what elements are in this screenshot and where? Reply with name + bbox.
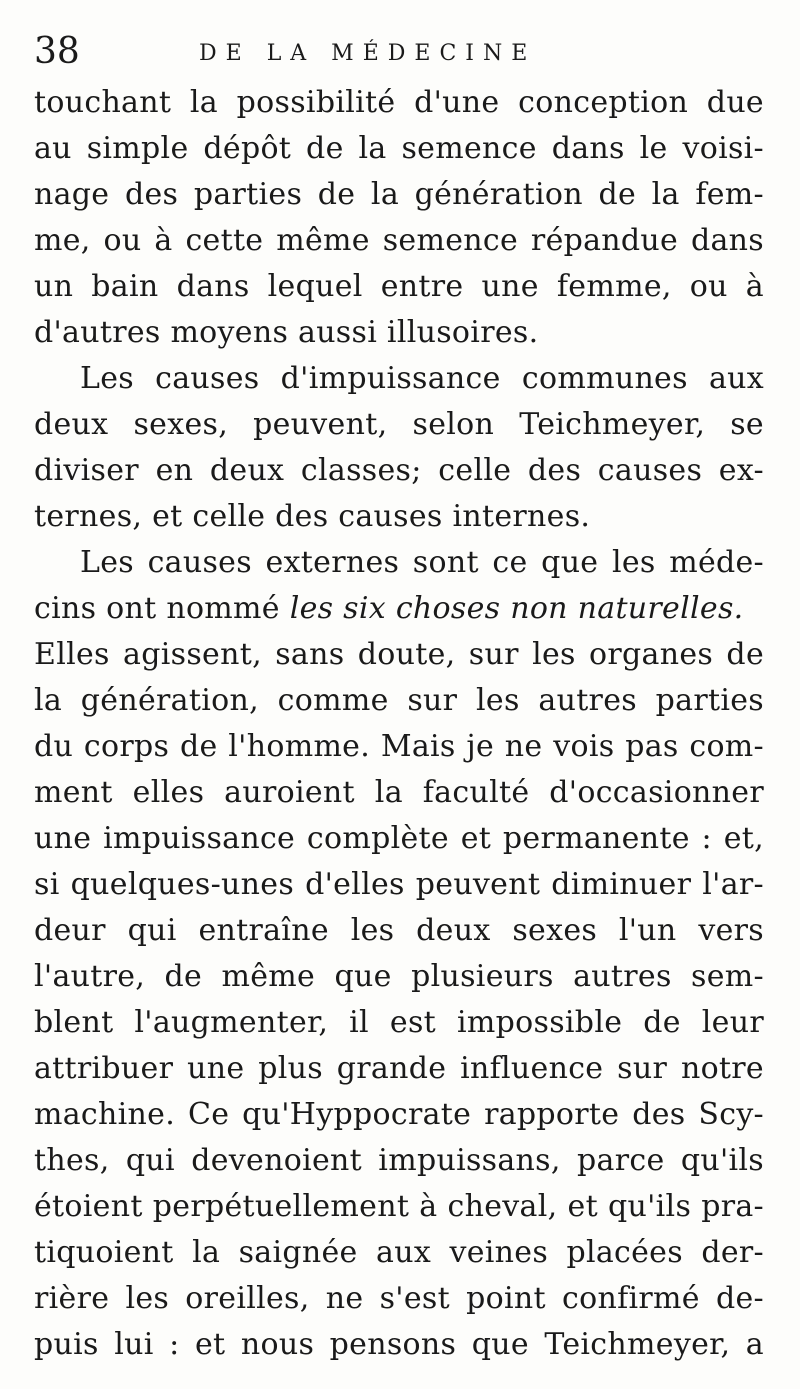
text-line: d'autres moyens aussi illusoires. (34, 315, 539, 350)
running-head (34, 30, 764, 74)
text-line: ment elles auroient la faculté d'occasionner (34, 775, 764, 810)
text-line: thes, qui devenoient impuissans, parce qu'ils (34, 1143, 764, 1178)
text-line: blent l'augmenter, il est impossible de leur (34, 1005, 764, 1040)
text-line: au simple dépôt de la semence dans le voisi- (34, 131, 764, 166)
text-line: Elles agissent, sans doute, sur les organes de (34, 637, 764, 672)
text-line: l'autre, de même que plusieurs autres sem- (34, 959, 764, 994)
text-line: puis lui : et nous pensons que Teichmeyer, a (34, 1327, 764, 1362)
text-line: étoient perpétuellement à cheval, et qu'ils pra- (34, 1189, 764, 1224)
text-line: me, ou à cette même semence répandue dans (34, 223, 764, 258)
text-line: la génération, comme sur les autres parties (34, 683, 764, 718)
italic-phrase: les six choses non naturelles. (289, 591, 744, 626)
text-line: ternes, et celle des causes internes. (34, 499, 591, 534)
text-line: tiquoient la saignée aux veines placées der- (34, 1235, 764, 1270)
text-line: du corps de l'homme. Mais je ne vois pas com- (34, 729, 764, 764)
text-line: deux sexes, peuvent, selon Teichmeyer, se (34, 407, 764, 442)
text-line: deur qui entraîne les deux sexes l'un vers (34, 913, 764, 948)
text-segment: cins ont nommé (34, 591, 280, 626)
text-line: Les causes d'impuissance communes aux (80, 361, 764, 396)
text-line-with-italic (34, 586, 764, 632)
text-line: un bain dans lequel entre une femme, ou à (34, 269, 764, 304)
text-line: rière les oreilles, ne s'est point confirmé de- (34, 1281, 764, 1316)
page-number: 38 (34, 31, 80, 72)
running-title: DE LA MÉDECINE (199, 41, 537, 66)
text-line: attribuer une plus grande influence sur notre (34, 1051, 764, 1086)
text-line: si quelques-unes d'elles peuvent diminuer l'ar- (34, 867, 764, 902)
text-line: une impuissance complète et permanente : et, (34, 821, 764, 856)
text-line: Les causes externes sont ce que les méde- (80, 545, 764, 580)
text-line: machine. Ce qu'Hyppocrate rapporte des Scy- (34, 1097, 764, 1132)
text-line: nage des parties de la génération de la fem- (34, 177, 764, 212)
text-line: touchant la possibilité d'une conception due (34, 85, 764, 120)
text-line: diviser en deux classes; celle des causes ex- (34, 453, 764, 488)
body-text (34, 80, 764, 1368)
